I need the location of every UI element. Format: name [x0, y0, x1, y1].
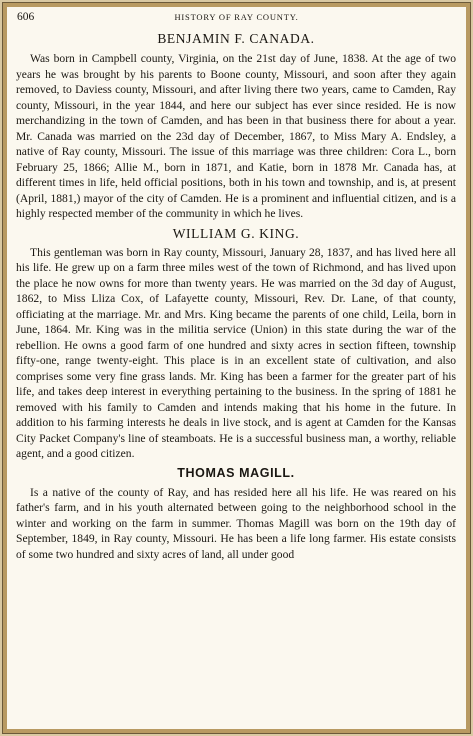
biography-magill [16, 462, 456, 563]
section-body: This gentleman was born in Ray county, Missouri, January 28, 1837, and has lived here all his life. He grew up on a farm three miles west of the town of Richmond, and has lived upon the place he now owns for more than twenty years. He was married on the 3d day of August, 1862, to Miss Lliza Cox, of Lafayette county, Missouri, Rev. Dr. Lane, of that county, officiating at the marriage. Mr. and Mrs. King became the parents of one child, Leila, born in June, 1864. Mr. King was in the militia service (Union) in this state during the war of the rebellion. He owns a good farm of one hundred and sixty acres in section fifteen, township fifty-one, range twenty-eight. This place is in an excellent state of cultivation, and also comprises some very fine grass lands. Mr. King has been a farmer for the greater part of his life, and takes deep interest in everything pertaining to the business. In the spring of 1881 he removed with his family to Camden and intends making that his home in the future. In addition to his farming interests he deals in live stock, and is agent at Camden for the Kansas City Packet Company's line of steamboats. He is a successful business man, a worthy, reliable agent, and a good citizen. [16, 245, 456, 460]
section-body: Was born in Campbell county, Virginia, on the 21st day of June, 1838. At the age of two years he was brought by his parents to Boone county, Missouri, and soon after they again removed, to Daviess county, Missouri, and after living there two years, came to Camden, Ray county, Missouri, in the year 1844, and here our subject has ever since resided. He is now merchandizing in the town of Camden, and has been in that business there for about a year. Mr. Canada was married on the 23d day of December, 1867, to Miss Mary A. Endsley, a native of Ray county, Missouri. The issue of this marriage was three children: Cora L., born February 25, 1866; Allie M., born in 1871, and Katie, born in 1878 Mr. Canada has, at different times in life, held official positions, both in his town and township, and is, at present (April, 1881,) mayor of the city of Camden. He is a prominent and influential citizen, and is a highly respected member of the community in which he lives. [16, 52, 456, 220]
section-body: Is a native of the county of Ray, and has resided here all his life. He was reared on his father's farm, and in his youth alternated between going to the neighborhood school in the winter and working on the farm in summer. Thomas Magill was born on the 19th day of September, 1849, in Ray county, Missouri. He has been a life long farmer. His estate consists of some two hundred and sixty acres of land, all under good [16, 485, 456, 561]
page-frame [2, 2, 471, 734]
section-heading: WILLIAM G. KING. [172, 225, 300, 241]
section-heading: BENJAMIN F. CANADA. [157, 31, 315, 46]
biography-king [16, 222, 456, 462]
biography-canada [16, 29, 456, 222]
running-title: HISTORY OF RAY COUNTY. [174, 12, 299, 22]
running-head [17, 11, 456, 25]
page-content [16, 29, 456, 562]
book-page [7, 7, 466, 729]
page-number: 606 [17, 11, 35, 23]
section-heading: THOMAS MAGILL. [177, 465, 295, 480]
